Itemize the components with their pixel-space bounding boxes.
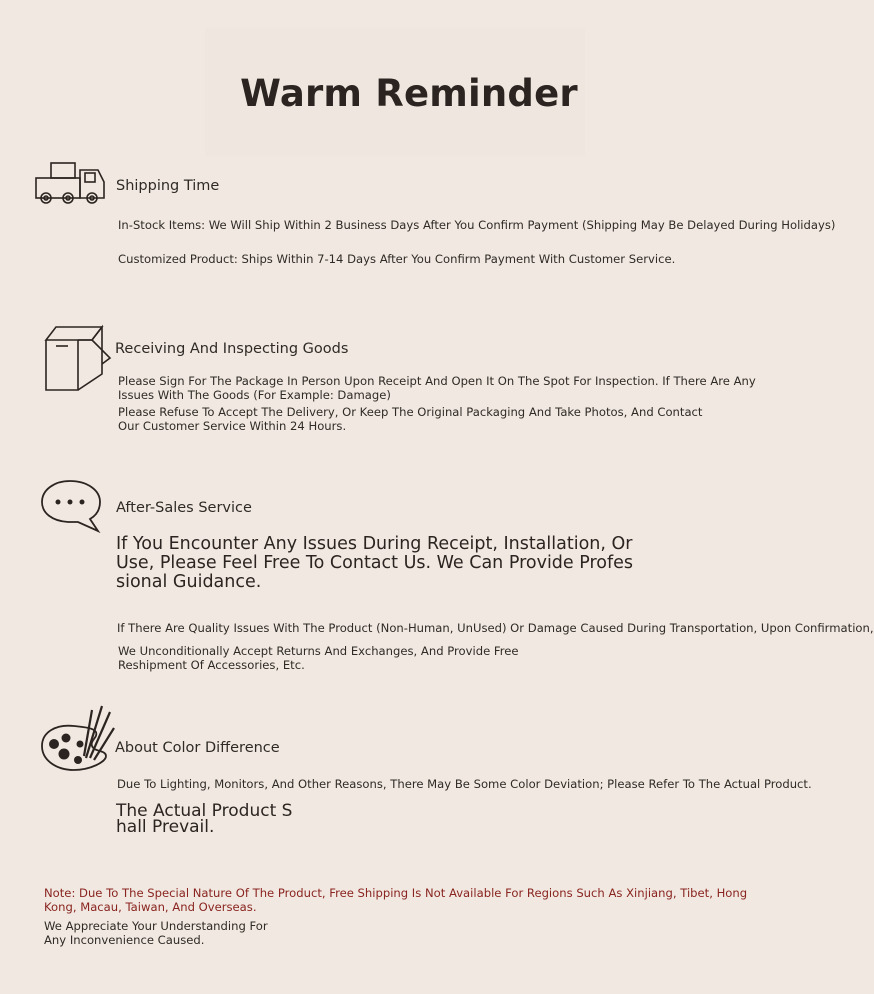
after-sales-paragraph-2: We Unconditionally Accept Returns And Exchanges, And Provide Free Reshipment Of Accessories, Etc. [118, 644, 519, 672]
color-difference-line-1: Due To Lighting, Monitors, And Other Reasons, There May Be Some Color Deviation; Please Refer To The Actual Product. [117, 777, 812, 791]
color-difference-highlight: The Actual Product Shall Prevail. [116, 801, 293, 837]
shipping-line-2: Customized Product: Ships Within 7-14 Days After You Confirm Payment With Customer Service. [118, 252, 676, 266]
shipping-restriction-note: Note: Due To The Special Nature Of The Product, Free Shipping Is Not Available For Regions Such As Xinjiang, Tibet, Hong Kong, Macau, Taiwan, And Overseas. [44, 886, 748, 914]
after-sales-line-1: If There Are Quality Issues With The Product (Non-Human, UnUsed) Or Damage Caused During Transportation, Upon Confirmation, [117, 621, 874, 635]
palette-icon [40, 702, 116, 774]
shipping-title: Shipping Time [116, 178, 220, 194]
receiving-paragraph-1: Please Sign For The Package In Person Upon Receipt And Open It On The Spot For Inspection. If There Are Any Issues With The Goods (For Example: Damage) [118, 374, 756, 402]
after-sales-highlight: If You Encounter Any Issues During Receipt, Installation, Or Use, Please Feel Free To Contact Us. We Can Provide Professional Guidance. [116, 534, 634, 592]
chat-bubble-icon [40, 479, 104, 533]
appreciation-note: We Appreciate Your Understanding For Any Inconvenience Caused. [44, 919, 268, 947]
color-difference-title: About Color Difference [115, 740, 280, 756]
receiving-title: Receiving And Inspecting Goods [115, 341, 349, 357]
after-sales-title: After-Sales Service [116, 500, 252, 516]
truck-icon [34, 160, 114, 206]
receiving-paragraph-2: Please Refuse To Accept The Delivery, Or Keep The Original Packaging And Take Photos, And Contact Our Customer Service Within 24 Hours. [118, 405, 703, 433]
shipping-line-1: In-Stock Items: We Will Ship Within 2 Business Days After You Confirm Payment (Shipping May Be Delayed During Holidays) [118, 218, 836, 232]
page-title: Warm Reminder [240, 72, 578, 115]
box-icon [40, 324, 114, 396]
